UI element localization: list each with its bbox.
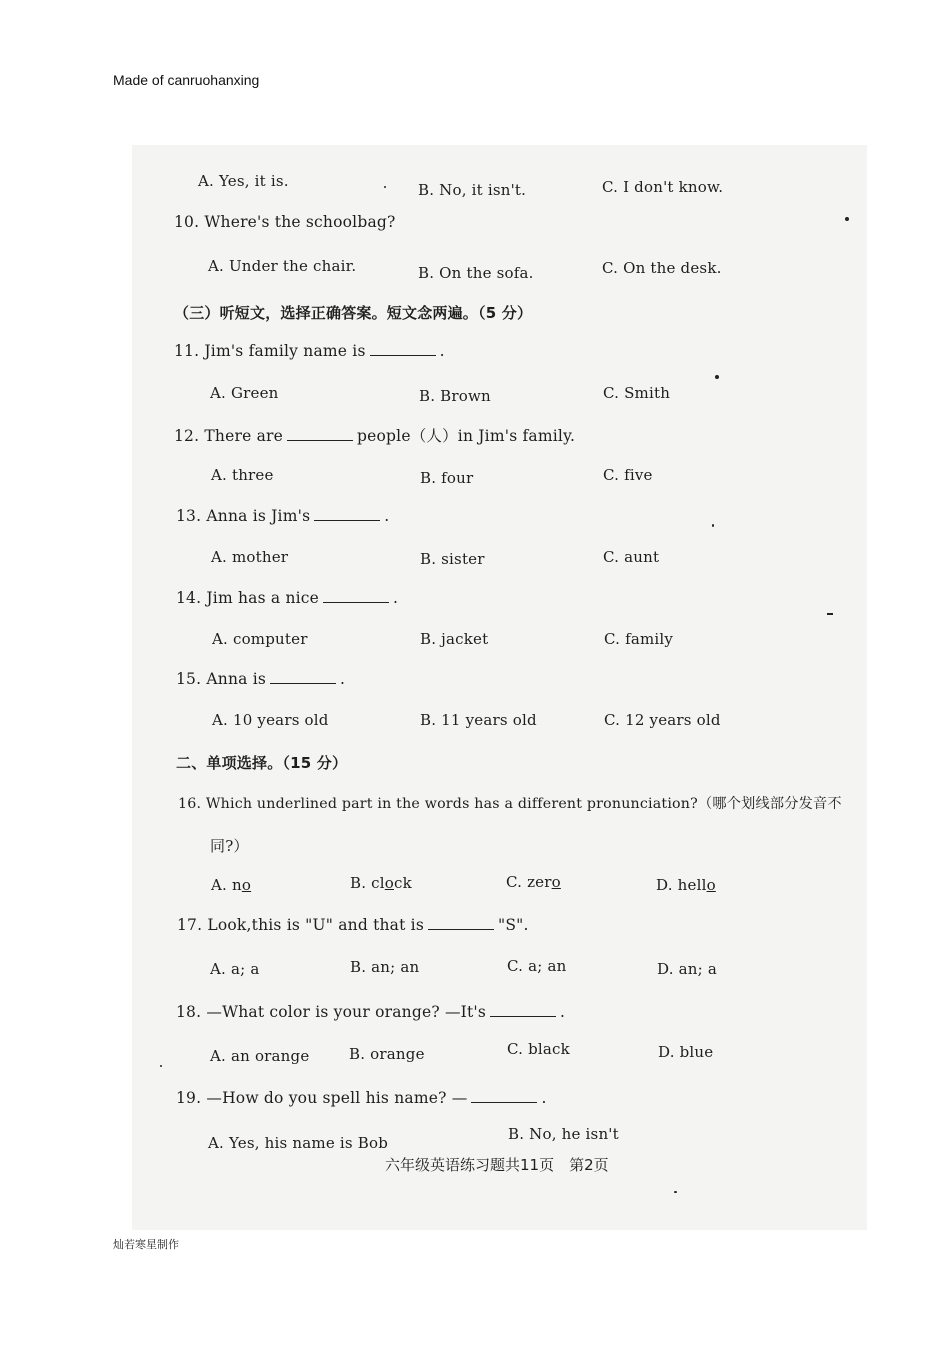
q17-option-a: A. a; a: [210, 960, 260, 978]
q14-end: .: [393, 589, 399, 607]
q19-blank: [471, 1092, 537, 1103]
q12-stem: 12. There are: [174, 427, 284, 445]
q15-option-c: C. 12 years old: [604, 711, 721, 729]
q12-option-c: C. five: [603, 466, 653, 484]
q15-stem-line: [176, 670, 345, 688]
q9-option-b: B. No, it isn't.: [418, 181, 527, 199]
q13-option-c: C. aunt: [603, 548, 660, 566]
q17-blank: [428, 919, 494, 930]
q10-option-c: C. On the desk.: [602, 259, 722, 277]
q16-stem-cont: 同?）: [210, 837, 249, 855]
q14-option-b: B. jacket: [420, 630, 489, 648]
q16-c-underlined: o: [551, 873, 561, 891]
q15-end: .: [340, 670, 346, 688]
q19-stem: 19. —How do you spell his name? —: [176, 1089, 468, 1107]
q13-stem: 13. Anna is Jim's: [176, 507, 311, 525]
q14-blank: [323, 592, 389, 603]
q11-end: .: [439, 342, 445, 360]
q14-option-a: A. computer: [212, 630, 308, 648]
q13-end: .: [384, 507, 390, 525]
q14-stem-line: [176, 589, 398, 607]
q16-c-pre: C. zer: [506, 873, 552, 891]
q16-stem: 16. Which underlined part in the words has a different pronunciation?（哪个划线部分发音不: [178, 796, 842, 812]
section-3-title: （三）听短文，选择正确答案。短文念两遍。（5 分）: [174, 304, 533, 322]
q15-blank: [270, 673, 336, 684]
q18-blank: [490, 1006, 556, 1017]
scan-speck: [384, 186, 386, 188]
q11-option-b: B. Brown: [419, 387, 491, 405]
q19-end: .: [541, 1089, 547, 1107]
q11-stem: 11. Jim's family name is: [174, 342, 366, 360]
q9-option-a: A. Yes, it is.: [198, 172, 289, 190]
q13-option-a: A. mother: [211, 548, 289, 566]
q10-option-b: B. On the sofa.: [418, 264, 534, 282]
q17-option-c: C. a; an: [507, 957, 567, 975]
q13-blank: [314, 510, 380, 521]
q17-stem-line: [177, 916, 529, 934]
q12-stem-line: [174, 424, 575, 446]
q17-option-d: D. an; a: [657, 960, 717, 978]
q18-option-b: B. orange: [349, 1045, 425, 1063]
scan-speck: [674, 1191, 677, 1193]
q11-option-a: A. Green: [210, 384, 279, 402]
scan-speck: [827, 613, 833, 615]
q17-stem: 17. Look,this is "U" and that is: [177, 916, 424, 934]
q16-option-b: [350, 874, 412, 892]
q13-stem-line: [176, 507, 389, 525]
q11-blank: [370, 345, 436, 356]
q11-stem-line: [174, 342, 445, 360]
q19-option-a: A. Yes, his name is Bob: [208, 1134, 388, 1152]
q18-option-c: C. black: [507, 1040, 570, 1058]
q10-option-a: A. Under the chair.: [208, 257, 357, 275]
q17-end: "S".: [497, 916, 529, 934]
q14-option-c: C. family: [604, 630, 674, 648]
q16-option-d: [656, 876, 716, 894]
q14-stem: 14. Jim has a nice: [176, 589, 320, 607]
q12-end: people（人）in Jim's family.: [357, 427, 576, 445]
q18-stem-line: [176, 1003, 565, 1021]
q17-option-b: B. an; an: [350, 958, 420, 976]
q19-stem-line: [176, 1089, 547, 1107]
q16-option-c: [506, 873, 561, 891]
header-note: Made of canruohanxing: [113, 72, 260, 88]
footer-note: 灿若寒星制作: [113, 1238, 179, 1251]
scan-speck: [715, 375, 719, 379]
q12-blank: [287, 430, 353, 441]
q10-stem: 10. Where's the schoolbag?: [174, 213, 396, 231]
scan-speck: [160, 1065, 162, 1067]
page-number-footer: 六年级英语练习题共11页 第2页: [385, 1156, 609, 1174]
scan-speck: [712, 524, 714, 527]
q15-option-a: A. 10 years old: [212, 711, 329, 729]
q16-b-pre: B. cl: [350, 874, 385, 892]
q12-option-a: A. three: [211, 466, 274, 484]
q16-a-pre: A. n: [211, 876, 242, 894]
q18-option-a: A. an orange: [210, 1047, 310, 1065]
q16-d-underlined: o: [706, 876, 716, 894]
q18-option-d: D. blue: [658, 1043, 714, 1061]
q16-b-post: ck: [394, 874, 412, 892]
q13-option-b: B. sister: [420, 550, 485, 568]
scan-speck: [845, 217, 849, 221]
q18-end: .: [560, 1003, 566, 1021]
q15-option-b: B. 11 years old: [420, 711, 537, 729]
q9-option-c: C. I don't know.: [602, 178, 724, 196]
q18-stem: 18. —What color is your orange? —It's: [176, 1003, 487, 1021]
q11-option-c: C. Smith: [603, 384, 671, 402]
q19-option-b: B. No, he isn't: [508, 1125, 619, 1143]
q16-option-a: [211, 876, 251, 894]
q16-a-underlined: o: [241, 876, 252, 894]
q16-b-underlined: o: [384, 874, 394, 892]
q16-d-pre: D. hell: [656, 876, 707, 894]
q12-option-b: B. four: [420, 469, 474, 487]
part-2-title: 二、单项选择。（15 分）: [176, 754, 348, 772]
q15-stem: 15. Anna is: [176, 670, 267, 688]
